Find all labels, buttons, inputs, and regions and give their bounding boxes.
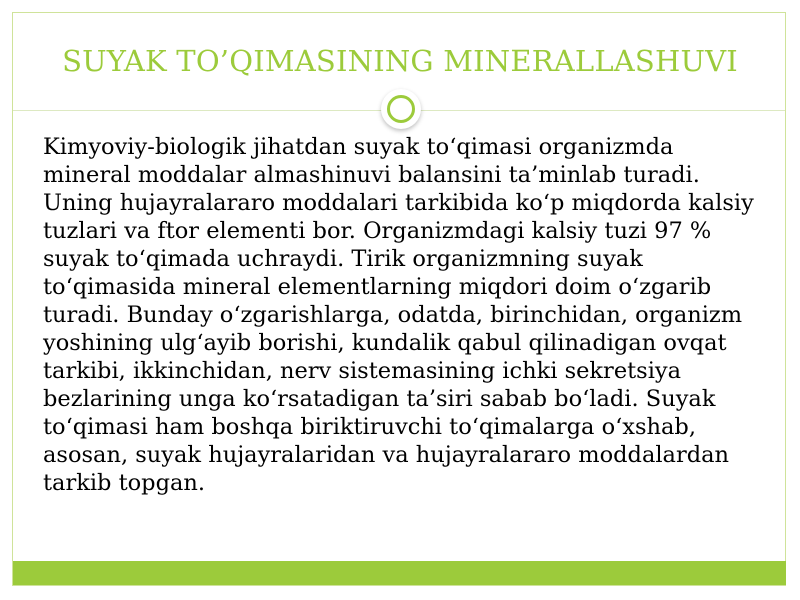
slide-body-text: Kimyoviy-biologik jihatdan suyak to‘qimasi organizmda mineral moddalar almashinuvi balansini ta’minlab turadi. Uning hujayralararo moddalari tarkibida ko‘p miqdorda kalsiy tuzlari va ftor elementi bor. Organizmdagi kalsiy tuzi 97 % suyak to‘qimada uchraydi. Tirik organizmning suyak to‘qimasida mineral elementlarning miqdori doim o‘zgarib turadi. Bunday o‘zgarishlarga, odatda, birinchidan, organizm yoshining ulg‘ayib borishi, kundalik qabul qilinadigan ovqat tarkibi, ikkinchidan, nerv sistemasining ichki sekretsiya bezlarining unga ko‘rsatadigan ta’siri sabab bo‘ladi. Suyak to‘qimasi ham boshqa biriktiruvchi to‘qimalarga o‘xshab, asosan, suyak hujayralaridan va hujayralararo moddalardan tarkib topgan. [43,134,754,496]
bottom-accent-bar [13,561,786,585]
slide-title: SUYAK TO’QIMASINING MINERALLASHUVI [62,44,738,78]
ring-divider-icon [387,95,415,123]
